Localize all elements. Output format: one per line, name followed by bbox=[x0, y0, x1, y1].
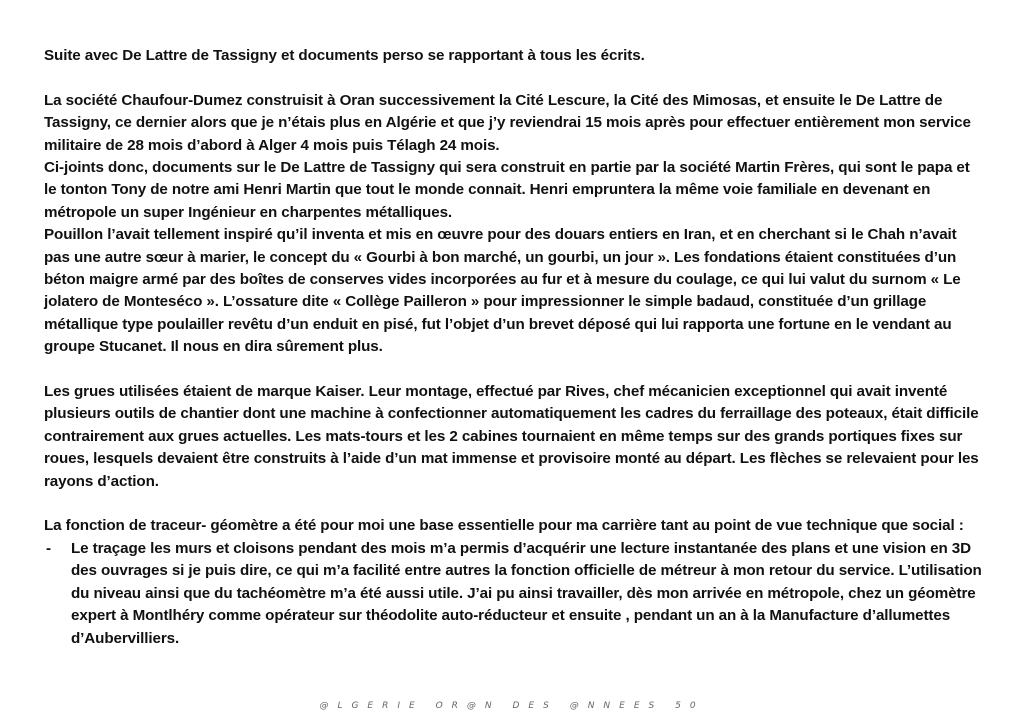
bullet-item bbox=[44, 538, 984, 650]
paragraph-grues: Les grues utilisées étaient de marque Kaiser. Leur montage, effectué par Rives, chef mécanicien exceptionnel qui avait inventé plusieurs outils de chantier dont une machine à confectionner automatiquement les cadres du ferraillage des poteaux, était difficile contrairement aux grues actuelles. Les mats-tours et les 2 cabines tournaient en même temps sur des grands portiques fixes sur roues, lesquels devaient être construits à l’aide d’un mat immense et provisoire monté au départ. Les flèches se relevaient pour les rayons d’action. bbox=[44, 383, 979, 490]
paragraph-spacer bbox=[44, 493, 984, 515]
paragraph-documents: Ci-joints donc, documents sur le De Lattre de Tassigny qui sera construit en partie par la société Martin Frères, qui sont le papa et le tonton Tony de notre ami Henri Martin que tout le monde connait. Henri empruntera la même voie familiale en devenant en métropole un super Ingénieur en charpentes métalliques. bbox=[44, 159, 970, 221]
paragraph-construction: La société Chaufour-Dumez construisit à Oran successivement la Cité Lescure, la Cité des Mimosas, et ensuite le De Lattre de Tassigny, ce dernier alors que je n’étais plus en Algérie et que j’y reviendrai 15 mois après pour effectuer entièrement mon service militaire de 28 mois d’abord à Alger 4 mois puis Télagh 24 mois. bbox=[44, 91, 971, 154]
paragraph-spacer bbox=[44, 67, 984, 89]
page-footer: @LGERIE OR@N DES @NNEES 50 bbox=[319, 701, 705, 711]
bullet-text: Le traçage les murs et cloisons pendant des mois m’a permis d’acquérir une lecture instantanée des plans et une vision en 3D des ouvrages si je puis dire, ce qui m’a facilité entre autres la fonction officielle de métreur à mon retour du service. L’utilisation du niveau ainsi que du tachéomètre m’a été aussi utile. J’ai pu ainsi travailler, dès mon arrivée en métropole, chez un géomètre expert à Montlhéry comme opérateur sur théodolite auto-réducteur et ensuite , pendant un an à la Manufacture d’allumettes d’Aubervilliers. bbox=[71, 539, 982, 647]
paragraph-fonction: La fonction de traceur- géomètre a été pour moi une base essentielle pour ma carrière tant au point de vue technique que social : bbox=[44, 517, 964, 535]
paragraph-pouillon: Pouillon l’avait tellement inspiré qu’il inventa et mis en œuvre pour des douars entiers en Iran, et en cherchant si le Chah n’avait pas une autre sœur à marier, le concept du « Gourbi à bon marché, un gourbi, un jour ». Les fondations étaient constituées d’un béton maigre armé par des boîtes de conserves vides incorporées au fur et à mesure du coulage, ce qui lui valut du surnom « Le jolatero de Monteséco ». L’ossature dite « Collège Pailleron » pour impressionner le simple badaud, constituée d’un grillage métallique type poulailler revêtu d’un enduit en pisé, fut l’objet d’un brevet déposé qui lui rapporta une fortune en le vendant au groupe Stucanet. Il nous en dira sûrement plus. bbox=[44, 226, 961, 356]
document-body bbox=[44, 45, 984, 650]
paragraph-spacer bbox=[44, 359, 984, 381]
bullet-marker: - bbox=[46, 539, 51, 557]
document-title: Suite avec De Lattre de Tassigny et documents perso se rapportant à tous les écrits. bbox=[44, 47, 645, 64]
